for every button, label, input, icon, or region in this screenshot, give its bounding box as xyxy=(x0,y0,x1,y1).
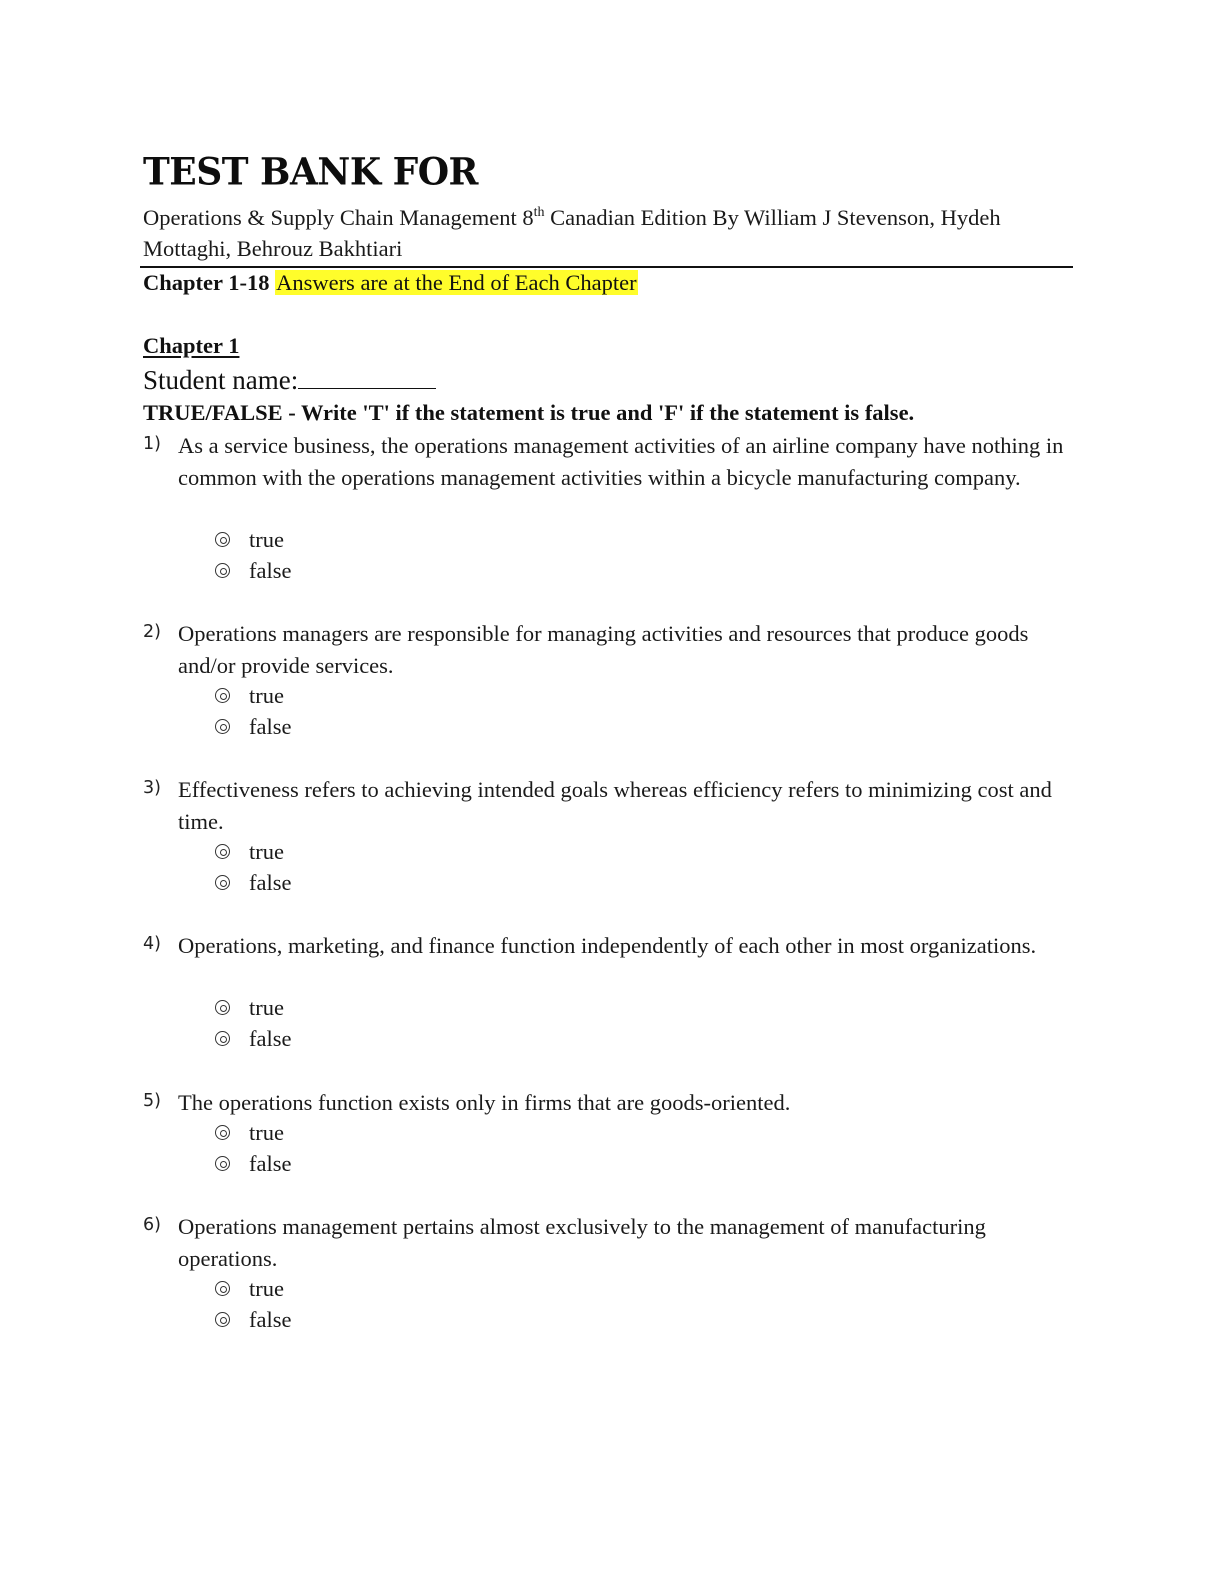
radio-icon[interactable] xyxy=(215,719,230,734)
option-label: true xyxy=(249,839,284,864)
radio-icon[interactable] xyxy=(215,1156,230,1171)
radio-icon[interactable] xyxy=(215,1312,230,1327)
radio-icon[interactable] xyxy=(215,1000,230,1015)
option-label: false xyxy=(249,870,292,895)
option-label: false xyxy=(249,714,292,739)
subtitle-text: Operations & Supply Chain Management 8 xyxy=(143,205,534,230)
option-label: true xyxy=(249,1120,284,1145)
option-label: false xyxy=(249,1151,292,1176)
question-number: 2) xyxy=(143,622,161,642)
student-name-line xyxy=(143,362,436,397)
question-text: As a service business, the operations management activities of an airline company have nothing in common with the operations management activities within a bicycle manufacturing company. xyxy=(178,433,1064,490)
question-number: 4) xyxy=(143,934,161,954)
option-label: false xyxy=(249,1307,292,1332)
option-label: true xyxy=(249,995,284,1020)
chapter-range-line xyxy=(143,268,638,298)
document-subtitle xyxy=(143,202,1073,264)
question-number: 6) xyxy=(143,1215,161,1235)
radio-icon[interactable] xyxy=(215,1031,230,1046)
question-text: The operations function exists only in firms that are goods-oriented. xyxy=(178,1090,791,1115)
option-label: false xyxy=(249,1026,292,1051)
question-number: 5) xyxy=(143,1091,161,1111)
radio-icon[interactable] xyxy=(215,688,230,703)
radio-icon[interactable] xyxy=(215,1125,230,1140)
answers-note-highlight: Answers are at the End of Each Chapter xyxy=(276,270,637,295)
radio-icon[interactable] xyxy=(215,532,230,547)
question-text: Operations, marketing, and finance function independently of each other in most organizations. xyxy=(178,933,1037,958)
student-name-blank[interactable] xyxy=(298,362,436,389)
question-number: 3) xyxy=(143,778,161,798)
radio-icon[interactable] xyxy=(215,563,230,578)
subtitle-superscript: th xyxy=(533,205,545,220)
question-text: Operations management pertains almost exclusively to the management of manufacturing operations. xyxy=(178,1214,986,1271)
option-label: true xyxy=(249,527,284,552)
radio-icon[interactable] xyxy=(215,844,230,859)
chapter-heading: Chapter 1 xyxy=(143,333,240,358)
student-name-label: Student name: xyxy=(143,365,299,395)
option-label: false xyxy=(249,558,292,583)
option-label: true xyxy=(249,1276,284,1301)
radio-icon[interactable] xyxy=(215,875,230,890)
question-text: Effectiveness refers to achieving intended goals whereas efficiency refers to minimizing cost and time. xyxy=(178,777,1052,834)
subtitle-text-rest: Canadian Edition By William J Stevenson, Hydeh Mottaghi, Behrouz Bakhtiari xyxy=(143,205,1001,261)
question-number: 1) xyxy=(143,434,161,454)
option-label: true xyxy=(249,683,284,708)
section-instructions: TRUE/FALSE - Write 'T' if the statement is true and 'F' if the statement is false. xyxy=(143,400,915,425)
question-text: Operations managers are responsible for managing activities and resources that produce goods and/or provide services. xyxy=(178,621,1029,678)
document-title: TEST BANK FOR xyxy=(143,150,478,195)
radio-icon[interactable] xyxy=(215,1281,230,1296)
chapter-range: Chapter 1-18 xyxy=(143,270,270,295)
